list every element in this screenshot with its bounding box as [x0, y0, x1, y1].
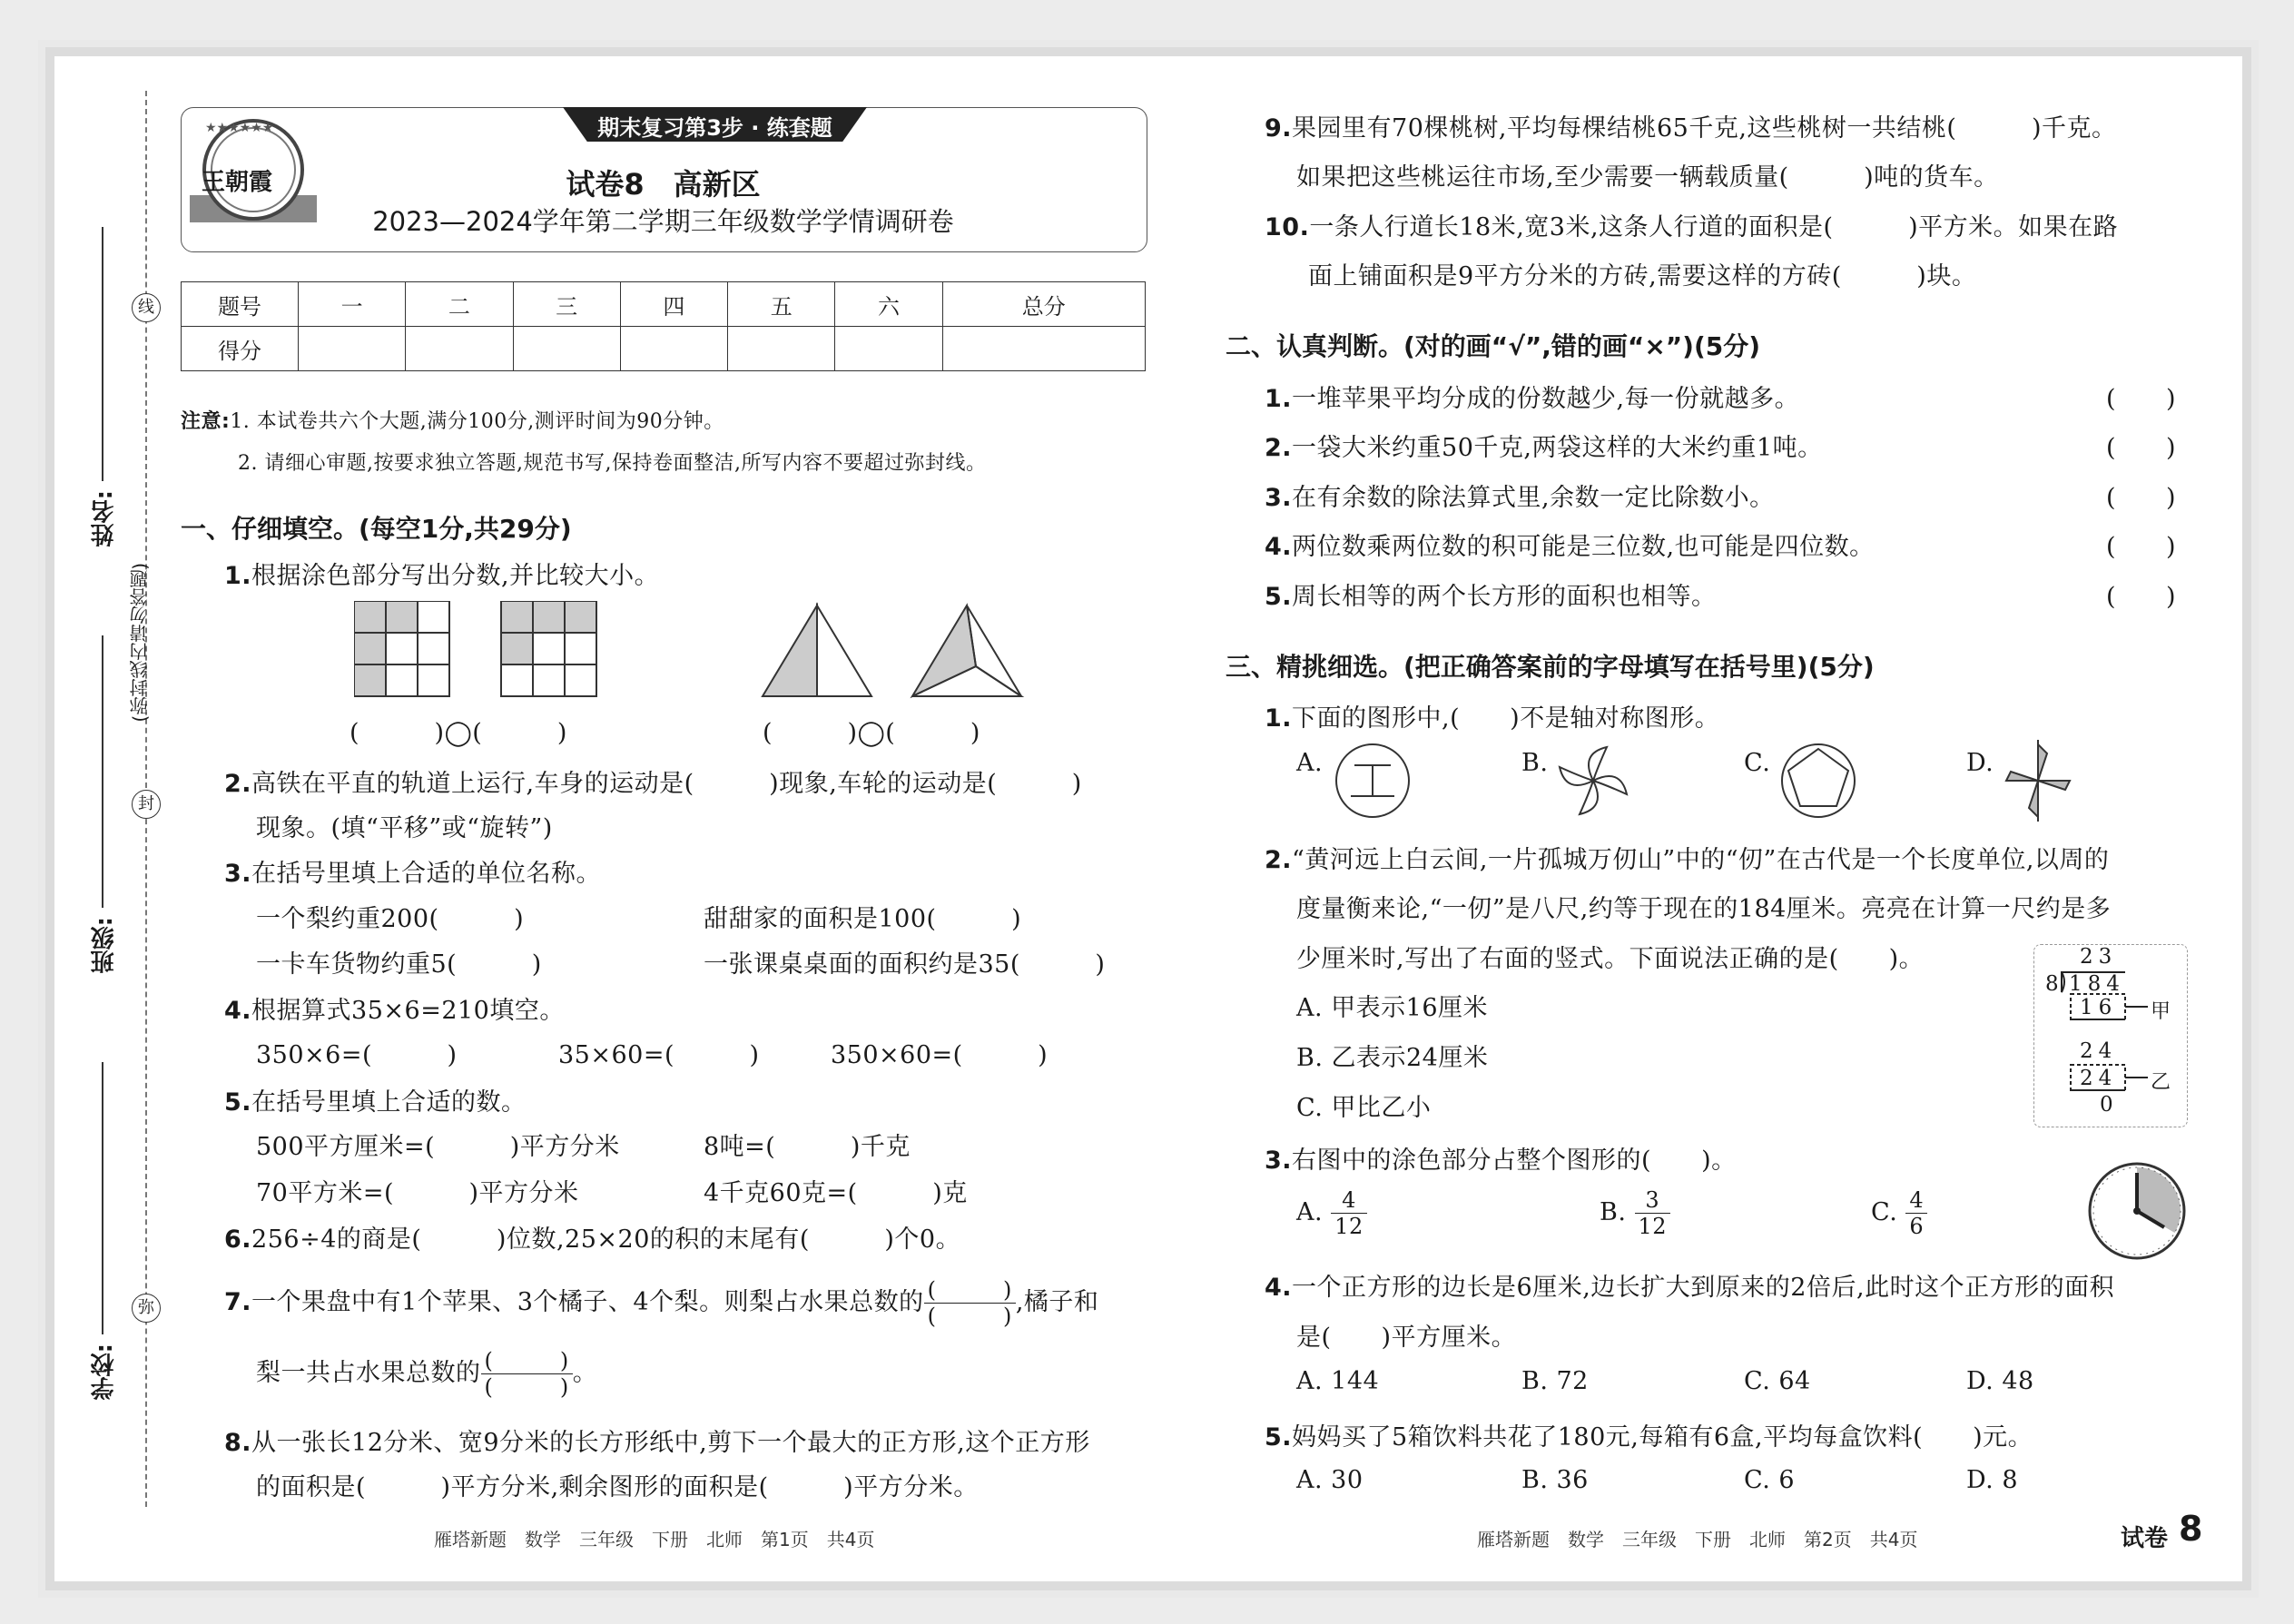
q1-8-line2: 的面积是( )平方分米,剩余图形的面积是( )平方分米。: [256, 1473, 979, 1501]
q1-figures: [354, 601, 1026, 701]
judge-paren[interactable]: ( ): [2106, 385, 2177, 413]
q1-compare-right[interactable]: ( )◯( ): [763, 719, 980, 747]
fraction-blank[interactable]: $\frac{( )}{( )}$: [924, 1277, 1016, 1329]
q1-5b: 8吨=( )千克: [704, 1133, 911, 1161]
score-header: 六: [835, 282, 942, 327]
division-remainder-1: 24: [2080, 1039, 2118, 1063]
q1-4c: 350×60=( ): [831, 1041, 1049, 1069]
division-dividend: 184: [2069, 972, 2125, 996]
footer-right: 雁塔新题 数学 三年级 下册 北师 第2页 共4页: [1477, 1529, 1918, 1550]
choice-q2-opt-b[interactable]: B. 乙表示24厘米: [1296, 1044, 1489, 1072]
q1-5: 5.在括号里填上合适的数。: [224, 1088, 527, 1117]
score-header: 四: [620, 282, 727, 327]
division-remainder-final: 0: [2100, 1093, 2113, 1117]
choice-q5-opt-c[interactable]: C. 6: [1744, 1466, 1796, 1494]
choice-q2-line3: 少厘米时,写出了右面的竖式。下面说法正确的是( )。: [1296, 945, 1925, 973]
choice-q3-opt-b[interactable]: B. $\frac{3}{12}$: [1600, 1187, 1670, 1239]
choice-q4-opt-c[interactable]: C. 64: [1744, 1367, 1811, 1395]
q1-4b: 35×60=( ): [558, 1041, 760, 1069]
footer-left: 雁塔新题 数学 三年级 下册 北师 第1页 共4页: [434, 1529, 875, 1550]
judge-paren[interactable]: ( ): [2106, 583, 2177, 611]
clock-figure: [2086, 1160, 2188, 1262]
score-row-label: 得分: [182, 327, 299, 371]
choice-q3-opt-a[interactable]: A. $\frac{4}{12}$: [1296, 1187, 1367, 1239]
q1-3c: 一卡车货物约重5( ): [256, 950, 542, 979]
score-cell[interactable]: [513, 327, 620, 371]
q1-7-line2: 梨一共占水果总数的 $\frac{( )}{( )}$ 。: [256, 1348, 598, 1400]
choice-q4-opt-d[interactable]: D. 48: [1966, 1367, 2034, 1395]
score-cell[interactable]: [835, 327, 942, 371]
school-line[interactable]: [102, 1062, 103, 1334]
score-cell[interactable]: [620, 327, 727, 371]
judge-item-2: 2.一袋大米约重50千克,两袋这样的大米约重1吨。: [1265, 434, 1823, 462]
exam-subtitle: 2023—2024学年第二学期三年级数学学情调研卷: [372, 206, 954, 237]
choice-q5-opt-d[interactable]: D. 8: [1966, 1466, 2019, 1494]
division-label-jia: 甲: [2151, 1000, 2171, 1023]
name-line[interactable]: [102, 227, 103, 481]
division-label-yi: 乙: [2151, 1071, 2171, 1094]
division-divisor: 8: [2045, 972, 2059, 996]
choice-q5-opt-b[interactable]: B. 36: [1521, 1466, 1589, 1494]
q1-4a: 350×6=( ): [256, 1041, 458, 1069]
choice-q2-opt-a[interactable]: A. 甲表示16厘米: [1296, 994, 1489, 1022]
choice-q4-line1: 4.一个正方形的边长是6厘米,边长扩大到原来的2倍后,此时这个正方形的面积: [1265, 1274, 2115, 1302]
q1-9-line1: 9.果园里有70棵桃树,平均每棵结桃65千克,这些桃树一共结桃( )千克。: [1265, 114, 2117, 143]
score-cell[interactable]: [942, 327, 1145, 371]
section-1-title: 一、仔细填空。(每空1分,共29分): [181, 514, 572, 544]
logo-text: 王朝霞: [202, 169, 273, 196]
choice-q1-opt-c[interactable]: C.: [1744, 749, 1771, 777]
q1-4: 4.根据算式35×6=210填空。: [224, 997, 565, 1025]
q1-9-line2: 如果把这些桃运往市场,至少需要一辆载质量( )吨的货车。: [1296, 163, 1999, 192]
division-partial-2: 24: [2080, 1067, 2118, 1090]
paper-number: 8: [2179, 1509, 2203, 1549]
choice-q2-opt-c[interactable]: C. 甲比乙小: [1296, 1094, 1432, 1122]
banner-text: 期末复习第3步 · 练套题: [597, 115, 832, 141]
q1-5a: 500平方厘米=( )平方分米: [256, 1133, 620, 1161]
section-2-title: 二、认真判断。(对的画“√”,错的画“×”)(5分): [1226, 331, 1761, 361]
choice-q4-line2: 是( )平方厘米。: [1296, 1324, 1517, 1352]
symmetry-figures: [1334, 740, 2088, 822]
q1-3b: 甜甜家的面积是100( ): [704, 905, 1022, 933]
score-cell[interactable]: [299, 327, 406, 371]
score-header: 五: [728, 282, 835, 327]
q1-2-line2: 现象。(填“平移”或“旋转”): [256, 814, 553, 842]
q1-6: 6.256÷4的商是( )位数,25×20的积的末尾有( )个0。: [224, 1225, 961, 1254]
class-line[interactable]: [102, 635, 103, 908]
judge-item-5: 5.周长相等的两个长方形的面积也相等。: [1265, 583, 1717, 611]
judge-paren[interactable]: ( ): [2106, 484, 2177, 512]
seal-char: 弥: [132, 1294, 161, 1323]
score-header: 一: [299, 282, 406, 327]
judge-paren[interactable]: ( ): [2106, 434, 2177, 462]
seal-note: (弥封线内请勿答题): [129, 563, 151, 723]
notes-line-2: 2. 请细心审题,按要求独立答题,规范书写,保持卷面整洁,所写内容不要超过弥封线。: [238, 452, 987, 475]
choice-q4-opt-a[interactable]: A. 144: [1296, 1367, 1380, 1395]
division-quotient: 23: [2080, 945, 2118, 969]
paper-label: 试卷: [2121, 1525, 2169, 1552]
seal-char: 线: [132, 293, 161, 322]
choice-q3-opt-c[interactable]: C. $\frac{4}{6}$: [1871, 1187, 1927, 1239]
long-division-box: [2033, 944, 2188, 1127]
fraction-blank[interactable]: $\frac{( )}{( )}$: [481, 1348, 573, 1400]
choice-q2-line2: 度量衡来论,“一仞”是八尺,约等于现在的184厘米。亮亮在计算一尺约是多: [1296, 895, 2112, 923]
svg-text:★★★★★★: ★★★★★★: [205, 121, 274, 135]
choice-q3: 3.右图中的涂色部分占整个图形的( )。: [1265, 1147, 1737, 1175]
name-label: 姓名:: [91, 490, 118, 547]
notes-line-1: 注意:1. 本试卷共六个大题,满分100分,测评时间为90分钟。: [181, 410, 724, 433]
choice-q5-opt-a[interactable]: A. 30: [1296, 1466, 1364, 1494]
q1-8-line1: 8.从一张长12分米、宽9分米的长方形纸中,剪下一个最大的正方形,这个正方形: [224, 1429, 1090, 1457]
q1-3d: 一张课桌桌面的面积约是35( ): [704, 950, 1106, 979]
seal-char: 封: [132, 790, 161, 819]
q1-5c: 70平方米=( )平方分米: [256, 1179, 579, 1207]
score-header: 二: [406, 282, 513, 327]
q1-10-line1: 10.一条人行道长18米,宽3米,这条人行道的面积是( )平方米。如果在路: [1265, 213, 2119, 241]
judge-item-1: 1.一堆苹果平均分成的份数越少,每一份就越多。: [1265, 385, 1800, 413]
score-cell[interactable]: [728, 327, 835, 371]
judge-item-4: 4.两位数乘两位数的积可能是三位数,也可能是四位数。: [1265, 533, 1875, 561]
choice-q1-opt-b[interactable]: B.: [1521, 749, 1549, 777]
choice-q2-line1: 2.“黄河远上白云间,一片孤城万仞山”中的“仞”在古代是一个长度单位,以周的: [1265, 846, 2110, 874]
choice-q5: 5.妈妈买了5箱饮料共花了180元,每箱有6盒,平均每盒饮料( )元。: [1265, 1423, 2033, 1452]
q1-compare-left[interactable]: ( )◯( ): [350, 719, 567, 747]
score-table: [181, 281, 1146, 371]
exam-title: 试卷8 高新区: [566, 167, 761, 202]
choice-q1-opt-d[interactable]: D.: [1966, 749, 1994, 777]
score-header: 三: [513, 282, 620, 327]
q1-3a: 一个梨约重200( ): [256, 905, 525, 933]
score-header: 题号: [182, 282, 299, 327]
q1-1: 1.根据涂色部分写出分数,并比较大小。: [224, 562, 660, 590]
choice-q4-opt-b[interactable]: B. 72: [1521, 1367, 1589, 1395]
score-cell[interactable]: [406, 327, 513, 371]
judge-item-3: 3.在有余数的除法算式里,余数一定比除数小。: [1265, 484, 1775, 512]
division-partial-1: 16: [2080, 996, 2118, 1019]
section-3-title: 三、精挑细选。(把正确答案前的字母填写在括号里)(5分): [1226, 652, 1875, 682]
judge-paren[interactable]: ( ): [2106, 533, 2177, 561]
class-label: 班级:: [91, 917, 118, 974]
school-label: 学校:: [91, 1343, 118, 1401]
choice-q1: 1.下面的图形中,( )不是轴对称图形。: [1265, 704, 1720, 733]
q1-2-line1: 2.高铁在平直的轨道上运行,车身的运动是( )现象,车轮的运动是( ): [224, 770, 1082, 798]
choice-q1-opt-a[interactable]: A.: [1296, 749, 1324, 777]
q1-3: 3.在括号里填上合适的单位名称。: [224, 860, 602, 888]
q1-5d: 4千克60克=( )克: [704, 1179, 968, 1207]
q1-7-line1: 7.一个果盘中有1个苹果、3个橘子、4个梨。则梨占水果总数的 $\frac{( )}{( )}$ ,橘子和: [224, 1277, 1099, 1329]
q1-10-line2: 面上铺面积是9平方分米的方砖,需要这样的方砖( )块。: [1308, 262, 1977, 290]
score-header: 总分: [942, 282, 1145, 327]
